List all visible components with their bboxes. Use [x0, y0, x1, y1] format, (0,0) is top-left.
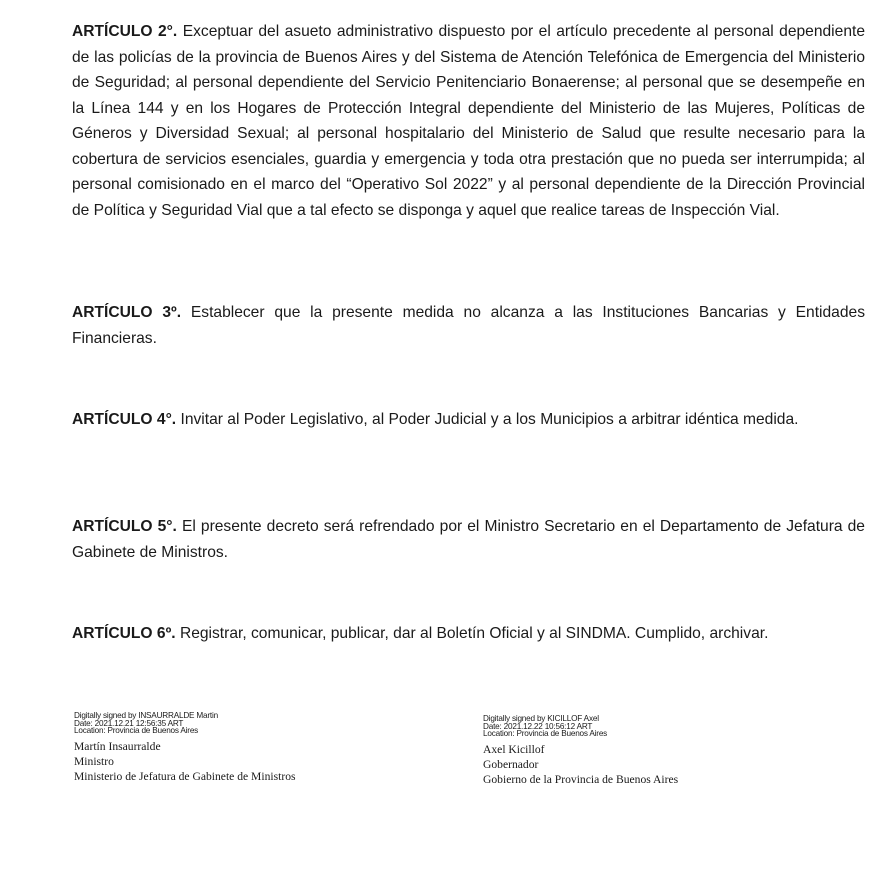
article-3-heading: ARTÍCULO 3º. — [72, 304, 182, 321]
article-2-heading: ARTÍCULO 2°. — [72, 23, 178, 40]
article-6-text: Registrar, comunicar, publicar, dar al Boletín Oficial y al SINDMA. Cumplido, archivar. — [179, 625, 769, 642]
signed-by-line: Digitally signed by KICILLOF Axel — [483, 714, 599, 723]
signer-office: Gobierno de la Provincia de Buenos Aires — [483, 773, 679, 787]
signature-date: Date: 2021.12.22 10:56:12 ART — [483, 721, 593, 731]
signer-role: Gobernador — [483, 757, 539, 771]
signature-date: Date: 2021.12.21 12:56:35 ART — [74, 718, 184, 728]
article-5-text: El presente decreto será refrendado por el Ministro Secretario en el Departamento de Jefatura de Gabinete de Ministros. — [72, 518, 865, 561]
signature-block-left — [74, 712, 296, 784]
article-2-text: Exceptuar del asueto administrativo dispuesto por el artículo precedente al personal dependiente de las policías de la provincia de Buenos Aires y del Sistema de Atención Telefónica de Emergencia del Ministerio de Seguridad; al personal dependiente del Servicio Penitenciario Bonaerense; al personal que se desempeñe en la Línea 144 y en los Hogares de Protección Integral dependiente del Ministerio de las Mujeres, Políticas de Géneros y Diversidad Sexual; al personal hospitalario del Ministerio de Salud que resulte necesario para la cobertura de servicios esenciales, guardia y emergencia y toda otra prestación que no pueda ser interrumpida; al personal comisionado en el marco del “Operativo Sol 2022” y al personal dependiente de la Dirección Provincial de Política y Seguridad Vial que a tal efecto se disponga y aquel que realice tareas de Inspección Vial. — [72, 23, 865, 219]
signature-location: Location: Provincia de Buenos Aires — [74, 726, 199, 736]
signer-name: Martín Insaurralde — [74, 739, 161, 753]
article-5 — [72, 514, 865, 565]
signer-office: Ministerio de Jefatura de Gabinete de Ministros — [74, 770, 296, 784]
article-4-text: Invitar al Poder Legislativo, al Poder Judicial y a los Municipios a arbitrar idéntica medida. — [180, 411, 799, 428]
article-3-text: Establecer que la presente medida no alcanza a las Instituciones Bancarias y Entidades Financieras. — [72, 304, 865, 347]
signer-role: Ministro — [74, 754, 114, 768]
article-2 — [72, 19, 865, 223]
article-3 — [72, 300, 865, 351]
article-6-heading: ARTÍCULO 6º. — [72, 625, 176, 642]
article-4 — [72, 407, 865, 433]
signer-name: Axel Kicillof — [483, 742, 545, 756]
article-5-heading: ARTÍCULO 5°. — [72, 518, 177, 535]
article-6 — [72, 621, 865, 647]
digital-signature-stamp — [483, 715, 678, 738]
signed-by-line: Digitally signed by INSAURRALDE Martin — [74, 711, 218, 720]
signature-block-right — [483, 715, 678, 787]
article-4-heading: ARTÍCULO 4°. — [72, 411, 177, 428]
signature-location: Location: Provincia de Buenos Aires — [483, 729, 608, 739]
digital-signature-stamp — [74, 712, 296, 735]
